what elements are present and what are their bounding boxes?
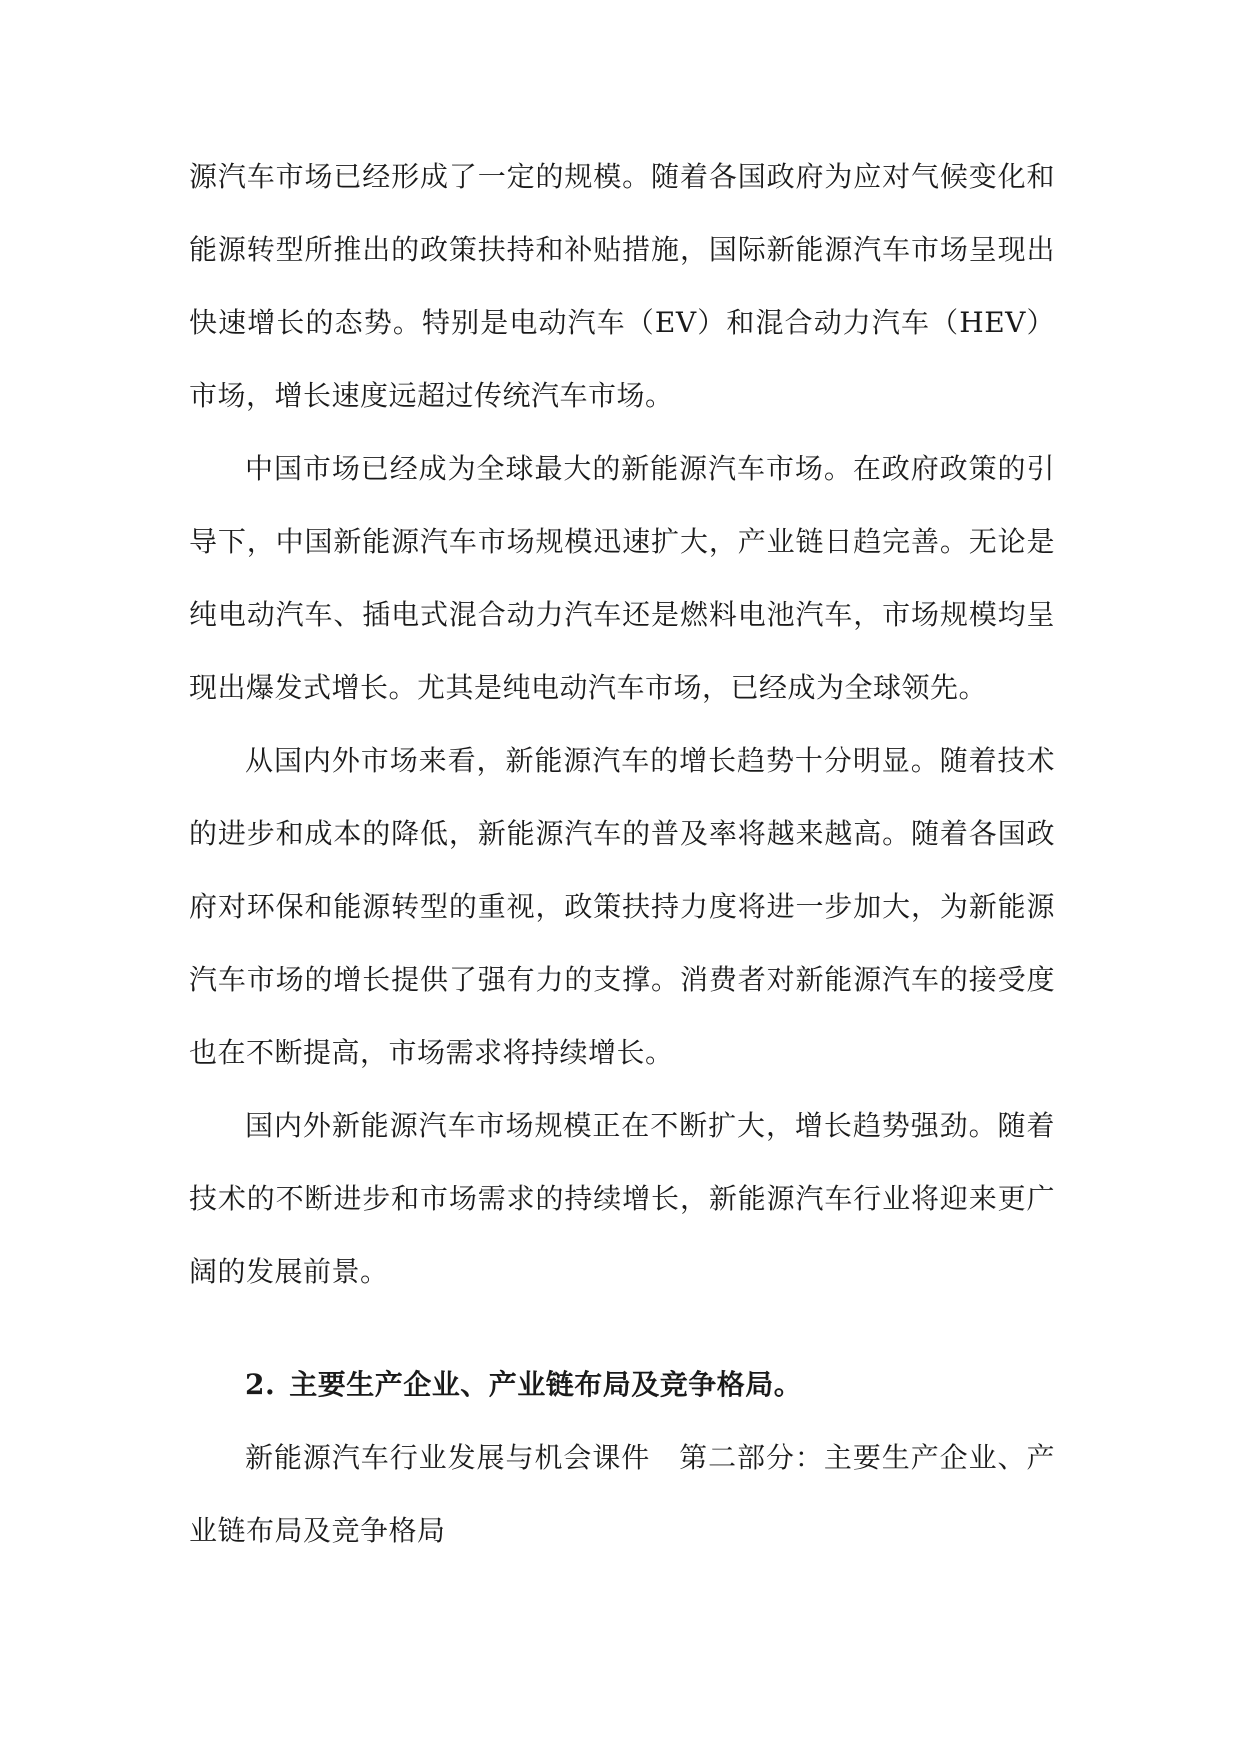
paragraph-outlook: 国内外新能源汽车市场规模正在不断扩大，增长趋势强劲。随着技术的不断进步和市场需求的持续增长，新能源汽车行业将迎来更广阔的发展前景。 bbox=[189, 1109, 1055, 1288]
section-heading bbox=[189, 1348, 1055, 1421]
paragraph-continuation: 源汽车市场已经形成了一定的规模。随着各国政府为应对气候变化和能源转型所推出的政策扶持和补贴措施，国际新能源汽车市场呈现出快速增长的态势。特别是电动汽车（EV）和混合动力汽车（HEV）市场，增长速度远超过传统汽车市场。 bbox=[189, 160, 1055, 412]
section-number: 2. bbox=[245, 1368, 276, 1401]
section-title: 主要生产企业、产业链布局及竞争格局。 bbox=[289, 1368, 803, 1401]
paragraph-section-intro: 新能源汽车行业发展与机会课件 第二部分：主要生产企业、产业链布局及竞争格局 bbox=[189, 1441, 1055, 1547]
document-body bbox=[189, 140, 1055, 1567]
paragraph-china-market: 中国市场已经成为全球最大的新能源汽车市场。在政府政策的引导下，中国新能源汽车市场规模迅速扩大，产业链日趋完善。无论是纯电动汽车、插电式混合动力汽车还是燃料电池汽车，市场规模均呈现出爆发式增长。尤其是纯电动汽车市场，已经成为全球领先。 bbox=[189, 452, 1055, 704]
paragraph-growth-trend: 从国内外市场来看，新能源汽车的增长趋势十分明显。随着技术的进步和成本的降低，新能源汽车的普及率将越来越高。随着各国政府对环保和能源转型的重视，政策扶持力度将进一步加大，为新能源汽车市场的增长提供了强有力的支撑。消费者对新能源汽车的接受度也在不断提高，市场需求将持续增长。 bbox=[189, 744, 1055, 1069]
